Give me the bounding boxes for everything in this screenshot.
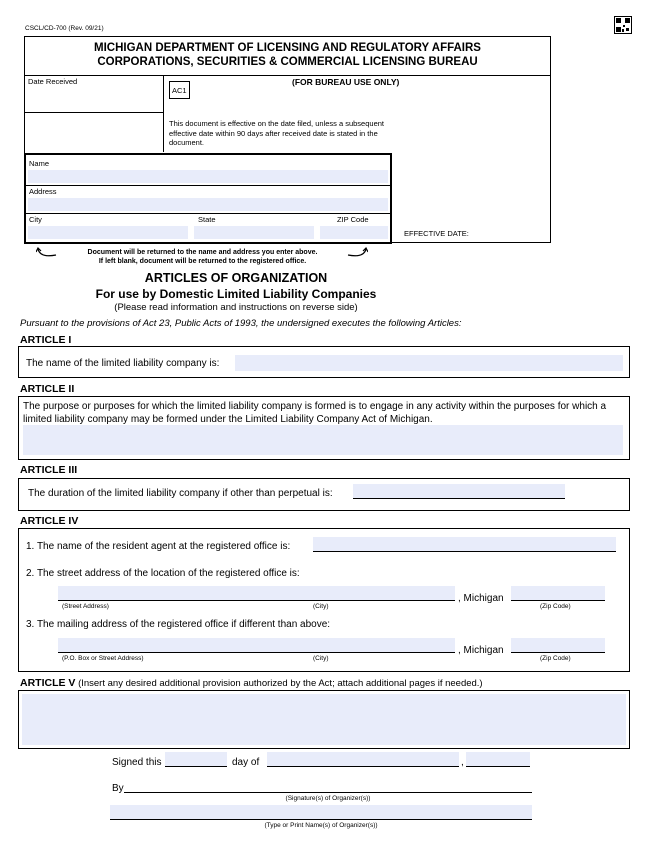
article4-item3: 3. The mailing address of the registered office if different than above: xyxy=(26,619,331,630)
city-label-1: (City) xyxy=(313,603,329,610)
printed-name-label: (Type or Print Name(s) of Organizer(s)) xyxy=(264,822,378,829)
doc-hint: (Please read information and instructions on reverse side) xyxy=(114,302,358,313)
state-label: State xyxy=(198,215,216,224)
additional-provisions-input[interactable] xyxy=(22,694,626,745)
bureau-code: AC1 xyxy=(169,81,190,99)
return-note-line1: Document will be returned to the name and address you enter above. xyxy=(87,249,318,256)
llc-name-input[interactable] xyxy=(235,355,623,371)
printed-name-input[interactable] xyxy=(110,805,532,820)
article5-instruction: (Insert any desired additional provision authorized by the Act; attach additional pages if needed.) xyxy=(78,678,483,689)
sign-year-input[interactable] xyxy=(466,752,530,767)
effective-date-label: EFFECTIVE DATE: xyxy=(404,229,469,238)
street-address-label: (Street Address) xyxy=(62,603,109,610)
curved-arrow-right-icon xyxy=(344,246,368,265)
zip-label-2: (Zip Code) xyxy=(540,655,571,662)
signature-label: (Signature(s) of Organizer(s)) xyxy=(285,795,371,802)
sign-day-input[interactable] xyxy=(165,752,227,767)
name-input[interactable] xyxy=(28,170,388,183)
purpose-input[interactable] xyxy=(23,425,623,455)
doc-title: ARTICLES OF ORGANIZATION xyxy=(144,271,328,285)
zip-label: ZIP Code xyxy=(337,215,369,224)
duration-input[interactable] xyxy=(353,484,565,499)
divider xyxy=(26,213,390,214)
qr-code-icon xyxy=(614,16,632,34)
return-note xyxy=(60,248,345,266)
city-input[interactable] xyxy=(28,226,188,239)
article4-heading: ARTICLE IV xyxy=(20,515,79,527)
signature-line[interactable] xyxy=(124,780,532,793)
header-box xyxy=(24,36,551,76)
by-label: By xyxy=(112,783,124,794)
date-received-space xyxy=(24,112,164,152)
article3-text: The duration of the limited liability company if other than perpetual is: xyxy=(28,488,333,499)
article5-header xyxy=(20,677,483,689)
effective-note: This document is effective on the date filed, unless a subsequent effective date within 90 days after received date is stated in the document. xyxy=(169,119,384,147)
address-input[interactable] xyxy=(28,198,388,211)
zip-input-1[interactable] xyxy=(511,586,605,601)
divider xyxy=(26,185,390,186)
article5-heading: ARTICLE V xyxy=(20,677,76,689)
street-address-input[interactable] xyxy=(58,586,455,601)
doc-subtitle: For use by Domestic Limited Liability Companies xyxy=(95,287,377,301)
bureau-use-only: (FOR BUREAU USE ONLY) xyxy=(292,77,400,87)
state-input[interactable] xyxy=(194,226,314,239)
resident-agent-input[interactable] xyxy=(313,537,616,552)
comma-label: , xyxy=(461,757,464,768)
article4-item1: 1. The name of the resident agent at the registered office is: xyxy=(26,541,291,552)
city-label-2: (City) xyxy=(313,655,329,662)
signed-this-label: Signed this xyxy=(112,757,162,768)
zip-input[interactable] xyxy=(320,226,388,239)
curved-arrow-left-icon xyxy=(36,246,60,265)
article4-item2: 2. The street address of the location of the registered office is: xyxy=(26,568,300,579)
address-label: Address xyxy=(29,187,57,196)
form-id: CSCL/CD-700 (Rev. 09/21) xyxy=(25,25,104,32)
date-received-label: Date Received xyxy=(28,77,78,86)
header-line1: MICHIGAN DEPARTMENT OF LICENSING AND REGULATORY AFFAIRS xyxy=(94,42,481,54)
michigan-label-2: , Michigan xyxy=(458,645,504,656)
article2-text: The purpose or purposes for which the limited liability company is formed is to engage in any activity within the purposes for which a limited liability company may be formed under the Limited Liability Company Act of Michigan. xyxy=(23,401,607,425)
pobox-label: (P.O. Box or Street Address) xyxy=(62,655,144,662)
date-received-box xyxy=(24,75,164,113)
return-note-line2: If left blank, document will be returned to the registered office. xyxy=(98,258,307,265)
article1-heading: ARTICLE I xyxy=(20,334,72,346)
article3-heading: ARTICLE III xyxy=(20,464,78,476)
sign-month-input[interactable] xyxy=(267,752,459,767)
article1-text: The name of the limited liability company is: xyxy=(26,358,220,369)
name-label: Name xyxy=(29,159,50,168)
zip-input-2[interactable] xyxy=(511,638,605,653)
michigan-label-1: , Michigan xyxy=(458,593,504,604)
pursuant-text: Pursuant to the provisions of Act 23, Public Acts of 1993, the undersigned executes the following Articles: xyxy=(20,318,462,329)
zip-label-1: (Zip Code) xyxy=(540,603,571,610)
day-of-label: day of xyxy=(232,757,260,768)
article2-heading: ARTICLE II xyxy=(20,383,75,395)
mailing-address-input[interactable] xyxy=(58,638,455,653)
city-label: City xyxy=(29,215,42,224)
header-line2: CORPORATIONS, SECURITIES & COMMERCIAL LICENSING BUREAU xyxy=(97,56,478,68)
